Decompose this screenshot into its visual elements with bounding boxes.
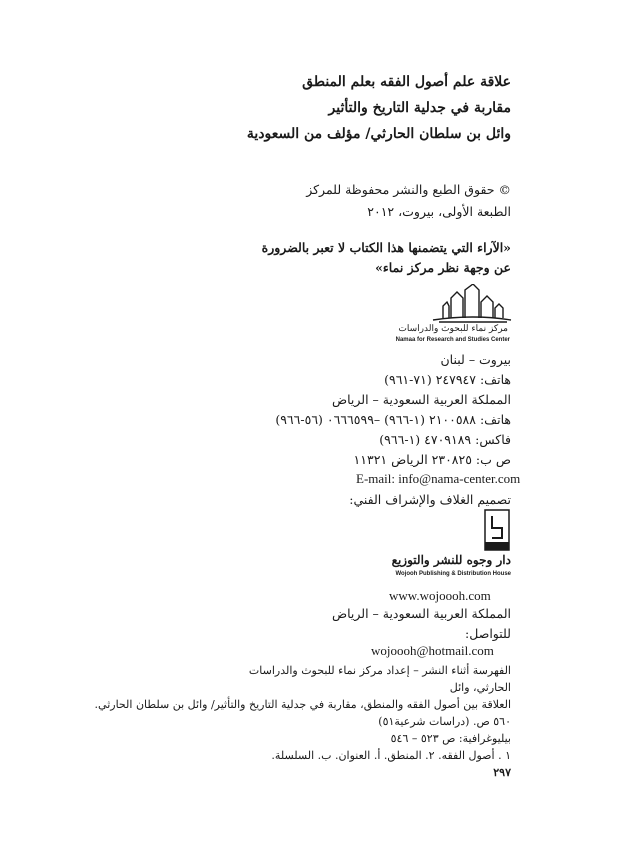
- catalog-line-3: العلاقة بين أصول الفقه والمنطق، مقاربة في جدلية التاريخ والتأثير/ وائل بن سلطان الحارثي.: [94, 698, 511, 711]
- wojooh-website: www.wojoooh.com: [389, 588, 491, 603]
- wojooh-email: wojoooh@hotmail.com: [371, 643, 494, 658]
- edition-line: الطبعة الأولى، بيروت، ٢٠١٢: [367, 204, 511, 219]
- design-label: تصميم الغلاف والإشراف الفني:: [349, 492, 511, 507]
- namaa-email: E-mail: info@nama-center.com: [356, 471, 521, 486]
- book-title: علاقة علم أصول الفقه بعلم المنطق: [302, 74, 511, 90]
- disclaimer-line-1: «الآراء التي يتضمنها هذا الكتاب لا تعبر بالضرورة: [261, 240, 511, 255]
- catalog-line-4: ٥٦٠ ص. (دراسات شرعية٥١): [378, 715, 511, 728]
- ksa-fax: فاكس: ٤٧٠٩١٨٩ (١-٩٦٦): [379, 432, 511, 447]
- author-line: وائل بن سلطان الحارثي/ مؤلف من السعودية: [246, 126, 511, 142]
- copyright-line: © حقوق الطبع والنشر محفوظة للمركز: [306, 182, 511, 197]
- beirut-phone: هاتف: ٢٤٧٩٤٧ (٧١-٩٦١): [384, 372, 511, 387]
- namaa-logo-text-ar: مركز نماء للبحوث والدراسات: [398, 324, 508, 334]
- book-subtitle: مقاربة في جدلية التاريخ والتأثير: [328, 100, 511, 116]
- namaa-logo-text-en: Namaa for Research and Studies Center: [395, 337, 510, 343]
- ksa-label: المملكة العربية السعودية – الرياض: [331, 392, 511, 407]
- disclaimer-line-2: عن وجهة نظر مركز نماء»: [375, 260, 511, 275]
- ksa-phone: هاتف: ٢١٠٠٥٨٨ (١-٩٦٦) –٠٦٦٦٥٩٩ (٥٦-٩٦٦): [275, 412, 511, 427]
- namaa-logo-icon: [403, 284, 513, 344]
- wojooh-logo-text-ar: دار وجوه للنشر والتوزيع: [391, 553, 511, 567]
- beirut-label: بيروت – لبنان: [440, 352, 511, 367]
- wojooh-logo-text-en: Wojooh Publishing & Distribution House: [395, 571, 511, 577]
- wojooh-logo-icon: [482, 508, 512, 554]
- catalog-line-2: الحارثي، وائل: [449, 681, 511, 694]
- wojooh-contact-label: للتواصل:: [465, 626, 511, 641]
- catalog-line-5: بيليوغرافية: ص ٥٢٣ – ٥٤٦: [390, 732, 511, 745]
- catalog-line-7: ٢٩٧: [493, 766, 511, 779]
- catalog-line-1: الفهرسة أثناء النشر – إعداد مركز نماء للبحوث والدراسات: [248, 664, 511, 677]
- wojooh-country: المملكة العربية السعودية – الرياض: [331, 606, 511, 621]
- po-box: ص ب: ٢٣٠٨٢٥ الرياض ١١٣٢١: [353, 452, 511, 467]
- catalog-line-6: ١ . أصول الفقه. ٢. المنطق. أ. العنوان. ب. السلسلة.: [271, 749, 511, 762]
